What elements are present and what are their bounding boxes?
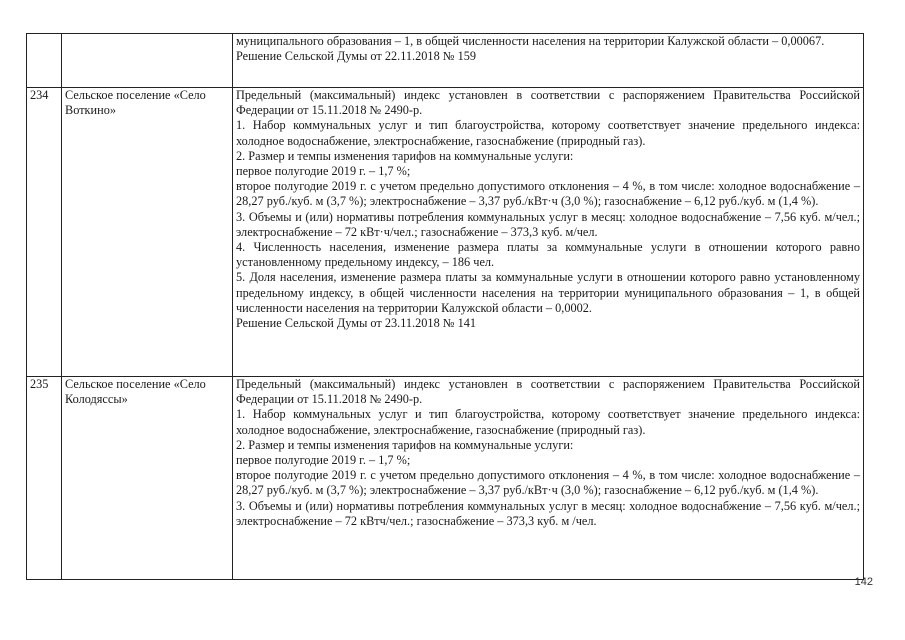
paragraph: второе полугодие 2019 г. с учетом предельно допустимого отклонения – 4 %, в том числе: холодное водоснабжение – 28,27 руб./куб. м (3,7 %); электроснабжение – 3,37 руб./кВт·ч (3,0 %); газоснабжение – 6,12 руб./куб. м (1,4 %).: [236, 179, 860, 209]
municipality-name-cell: Сельское поселение «Село Колодяссы»: [62, 377, 233, 580]
page-number: 142: [854, 576, 873, 588]
table-row: [27, 88, 864, 377]
row-number-cell: [27, 34, 62, 88]
paragraph: 3. Объемы и (или) нормативы потребления коммунальных услуг в месяц: холодное водоснабжение – 7,56 куб. м/чел.; электроснабжение – 72 кВтч/чел.; газоснабжение – 373,3 куб. м /чел.: [236, 498, 860, 528]
table-row: [27, 34, 864, 88]
paragraph: муниципального образования – 1, в общей численности населения на территории Калужской области – 0,00067.: [236, 34, 825, 48]
paragraph: 4. Численность населения, изменение размера платы за коммунальные услуги в отношении которого равно установленному предельному индексу, – 186 чел.: [236, 240, 860, 270]
index-description-cell: [233, 34, 864, 88]
paragraph: 5. Доля населения, изменение размера платы за коммунальные услуги в отношении которого равно установленному предельному индексу, в общей численности населения на территории муниципального образования – 1, в общей численности населения на территории Калужской области – 0,0002.: [236, 270, 860, 315]
paragraph: Решение Сельской Думы от 23.11.2018 № 141: [236, 316, 477, 331]
paragraph: 2. Размер и темпы изменения тарифов на коммунальные услуги:: [236, 437, 574, 452]
paragraph: первое полугодие 2019 г. – 1,7 %;: [236, 453, 411, 468]
table-body: [27, 34, 864, 580]
paragraph: Предельный (максимальный) индекс установлен в соответствии с распоряжением Правительства Российской Федерации от 15.11.2018 № 2490-р.: [236, 377, 860, 407]
index-description-cell: [233, 377, 864, 580]
paragraph: 2. Размер и темпы изменения тарифов на коммунальные услуги:: [236, 148, 574, 163]
paragraph: Предельный (максимальный) индекс установлен в соответствии с распоряжением Правительства Российской Федерации от 15.11.2018 № 2490-р.: [236, 88, 860, 118]
row-number-cell: 235: [27, 377, 62, 580]
paragraph: 1. Набор коммунальных услуг и тип благоустройства, которому соответствует значение предельного индекса: холодное водоснабжение, электроснабжение, газоснабжение (природный газ).: [236, 118, 860, 148]
indices-table: [26, 33, 864, 580]
index-description-cell: [233, 88, 864, 377]
paragraph: 1. Набор коммунальных услуг и тип благоустройства, которому соответствует значение предельного индекса: холодное водоснабжение, электроснабжение, газоснабжение (природный газ).: [236, 407, 860, 437]
paragraph: 3. Объемы и (или) нормативы потребления коммунальных услуг в месяц: холодное водоснабжение – 7,56 куб. м/чел.; электроснабжение – 72 кВт·ч/чел.; газоснабжение – 373,3 куб. м/чел.: [236, 209, 860, 239]
municipality-name-cell: [62, 34, 233, 88]
table-row: [27, 377, 864, 580]
municipality-name-cell: Сельское поселение «Село Воткино»: [62, 88, 233, 377]
paragraph: первое полугодие 2019 г. – 1,7 %;: [236, 164, 411, 179]
paragraph: второе полугодие 2019 г. с учетом предельно допустимого отклонения – 4 %, в том числе: холодное водоснабжение – 28,27 руб./куб. м (3,7 %); электроснабжение – 3,37 руб./кВт·ч (3,0 %); газоснабжение – 6,12 руб./куб. м (1,4 %).: [236, 468, 860, 498]
paragraph: Решение Сельской Думы от 22.11.2018 № 159: [236, 49, 477, 64]
row-number-cell: 234: [27, 88, 62, 377]
